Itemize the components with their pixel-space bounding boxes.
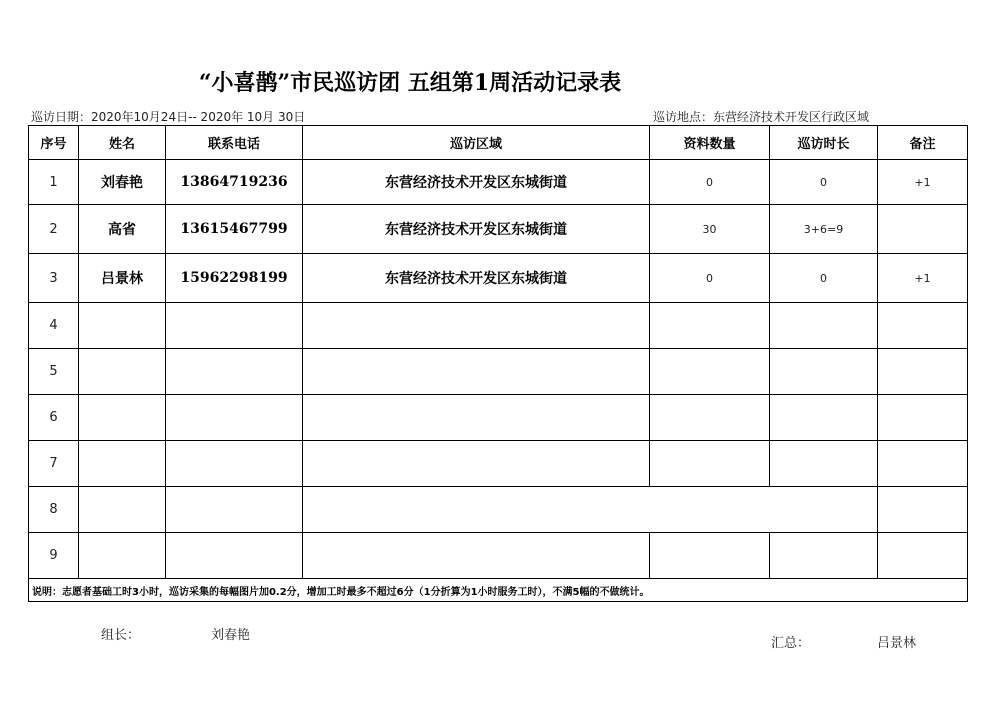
row-phone <box>166 303 303 349</box>
row-name <box>79 441 166 487</box>
row-quantity <box>650 441 770 487</box>
visit-date-range: 巡访日期：2020年10月24日-- 2020年 10月 30日 <box>31 110 306 124</box>
row-name <box>79 487 166 533</box>
row-phone <box>166 441 303 487</box>
page-title: “小喜鹊”市民巡访团 五组第1周活动记录表 <box>198 70 622 96</box>
row-area <box>303 441 650 487</box>
row-remarks <box>878 441 968 487</box>
row-phone <box>166 533 303 579</box>
table-row <box>29 160 968 205</box>
table-row <box>29 303 968 349</box>
table-header-row <box>29 126 968 160</box>
row-index: 5 <box>29 349 79 395</box>
row-name: 刘春艳 <box>79 160 166 205</box>
row-remarks: +1 <box>878 160 968 205</box>
row-phone: 13864719236 <box>166 160 303 205</box>
row-remarks <box>878 205 968 254</box>
row-name: 高省 <box>79 205 166 254</box>
row-index: 3 <box>29 254 79 303</box>
row-phone: 15962298199 <box>166 254 303 303</box>
row-quantity <box>650 395 770 441</box>
row-index: 7 <box>29 441 79 487</box>
row-index: 2 <box>29 205 79 254</box>
row-phone: 13615467799 <box>166 205 303 254</box>
row-quantity: 30 <box>650 205 770 254</box>
table-note: 说明：志愿者基础工时3小时，巡访采集的每幅图片加0.2分，增加工时最多不超过6分（1分折算为1小时服务工时），不满5幅的不做统计。 <box>29 579 968 602</box>
row-area: 东营经济技术开发区东城街道 <box>303 205 650 254</box>
row-index: 9 <box>29 533 79 579</box>
header-phone: 联系电话 <box>166 126 303 160</box>
row-duration <box>770 395 878 441</box>
header-name: 姓名 <box>79 126 166 160</box>
leader-name: 刘春艳 <box>211 628 251 643</box>
row-duration <box>770 441 878 487</box>
row-name <box>79 303 166 349</box>
row-quantity <box>650 533 770 579</box>
row-remarks <box>878 303 968 349</box>
row-remarks <box>878 487 968 533</box>
table-row <box>29 205 968 254</box>
row-area <box>303 303 650 349</box>
row-area <box>303 533 650 579</box>
row-quantity <box>650 303 770 349</box>
table-row <box>29 395 968 441</box>
table-note-row <box>29 579 968 602</box>
row-remarks <box>878 395 968 441</box>
table-row <box>29 487 968 533</box>
row-area <box>303 395 650 441</box>
row-duration: 0 <box>770 254 878 303</box>
row-index: 6 <box>29 395 79 441</box>
row-phone <box>166 349 303 395</box>
header-duration: 巡访时长 <box>770 126 878 160</box>
row-duration <box>770 533 878 579</box>
header-index: 序号 <box>29 126 79 160</box>
row-quantity: 0 <box>650 160 770 205</box>
row-name: 吕景林 <box>79 254 166 303</box>
row-name <box>79 349 166 395</box>
summary-label: 汇总： <box>771 636 811 651</box>
row-phone <box>166 487 303 533</box>
row-duration: 0 <box>770 160 878 205</box>
row-duration <box>770 303 878 349</box>
row-index: 8 <box>29 487 79 533</box>
row-name <box>79 533 166 579</box>
row-remarks <box>878 349 968 395</box>
row-quantity: 0 <box>650 254 770 303</box>
row-area: 东营经济技术开发区东城街道 <box>303 254 650 303</box>
table-row <box>29 349 968 395</box>
row-duration: 3+6=9 <box>770 205 878 254</box>
row-name <box>79 395 166 441</box>
header-remarks: 备注 <box>878 126 968 160</box>
visit-location: 巡访地点：东营经济技术开发区行政区域 <box>653 110 870 124</box>
leader-label: 组长： <box>101 628 141 643</box>
row-merged-cell <box>303 487 878 533</box>
header-area: 巡访区域 <box>303 126 650 160</box>
header-quantity: 资料数量 <box>650 126 770 160</box>
row-phone <box>166 395 303 441</box>
row-quantity <box>650 349 770 395</box>
row-remarks: +1 <box>878 254 968 303</box>
summary-name: 吕景林 <box>877 636 917 651</box>
row-duration <box>770 349 878 395</box>
row-area <box>303 349 650 395</box>
row-area: 东营经济技术开发区东城街道 <box>303 160 650 205</box>
activity-record-table <box>28 125 968 602</box>
table-row <box>29 254 968 303</box>
table-row <box>29 441 968 487</box>
row-index: 4 <box>29 303 79 349</box>
table-row <box>29 533 968 579</box>
row-remarks <box>878 533 968 579</box>
row-index: 1 <box>29 160 79 205</box>
